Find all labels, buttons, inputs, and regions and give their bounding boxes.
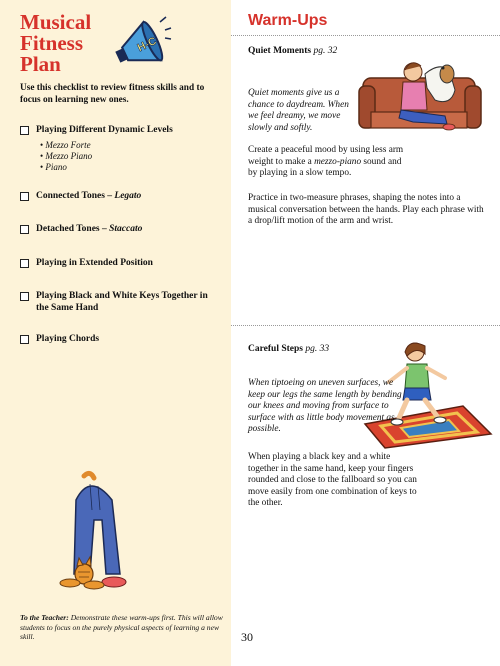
checklist-label: Playing in Extended Position (36, 258, 153, 268)
megaphone-icon (110, 16, 172, 78)
girl-with-dog-illustration (355, 50, 485, 142)
stretching-cat-illustration (50, 470, 150, 592)
list-item: • Mezzo Piano (40, 151, 92, 162)
teacher-note-text: Demonstrate these warm-ups first. This will allow students to focus on the purely physical aspects of learning a new skill. (20, 613, 223, 641)
activity-title: Quiet Moments pg. 32 (248, 46, 338, 56)
checkbox[interactable] (20, 259, 29, 268)
checklist-label: Playing Chords (36, 334, 100, 344)
checklist-item[interactable] (20, 333, 99, 345)
checklist-item[interactable] (20, 290, 220, 314)
plan-title-line: Fitness (20, 31, 83, 55)
paragraph: When playing a black key and a white together in the same hand, keep your fingers rounded and close to the fallboard so you can move easily from one combination of keys to the other. (248, 452, 417, 508)
list-item: • Mezzo Forte (40, 140, 92, 151)
teacher-note (20, 613, 230, 642)
teacher-note-lead: To the Teacher: (20, 613, 69, 622)
plan-title-line: Musical (20, 10, 92, 34)
divider (231, 325, 500, 326)
dynamic-levels-list (40, 140, 92, 173)
page-reference: pg. 32 (313, 46, 338, 56)
checklist-item[interactable] (20, 223, 142, 235)
checklist-label: Playing Different Dynamic Levels (36, 125, 173, 135)
checklist-item[interactable] (20, 257, 153, 269)
list-item: • Piano (40, 162, 92, 173)
section-title: Warm-Ups (248, 12, 328, 29)
checklist-item[interactable] (20, 190, 141, 202)
paragraph: Create a peaceful mood by using less arm weight to make a mezzo-piano sound and by playing in a slow tempo. (248, 145, 404, 178)
checklist-label: Playing Black and White Keys Together in the Same Hand (36, 291, 208, 313)
paragraph: Practice in two-measure phrases, shaping the notes into a musical conversation between the hands. Play each phrase with a drop/lift motion of the arm and wrist. (248, 193, 484, 226)
plan-title-line: Plan (20, 52, 61, 76)
checklist-item[interactable] (20, 124, 173, 172)
megaphone-label: H-C (135, 35, 159, 55)
checkbox[interactable] (20, 292, 29, 301)
divider (231, 35, 500, 36)
fitness-plan-panel (0, 0, 231, 666)
checkbox[interactable] (20, 225, 29, 234)
page-reference: pg. 33 (305, 344, 330, 354)
checkbox[interactable] (20, 126, 29, 135)
checkbox[interactable] (20, 192, 29, 201)
checklist-label: Detached Tones – Staccato (36, 224, 143, 234)
warm-ups-panel (231, 0, 500, 666)
activity-description: Quiet moments give us a chance to daydream. When we feel dreamy, we move slowly and softly. (248, 88, 349, 133)
checklist-label: Connected Tones – Legato (36, 191, 142, 201)
checkbox[interactable] (20, 335, 29, 344)
activity-title: Careful Steps pg. 33 (248, 344, 330, 354)
activity-description: When tiptoeing on uneven surfaces, we keep our legs the same length by bending our knees and moving from surface to surface with as little body movement as possible. (248, 378, 402, 434)
page-number: 30 (241, 630, 253, 644)
checklist-intro: Use this checklist to review fitness skills and to focus on learning new ones. (20, 83, 205, 105)
